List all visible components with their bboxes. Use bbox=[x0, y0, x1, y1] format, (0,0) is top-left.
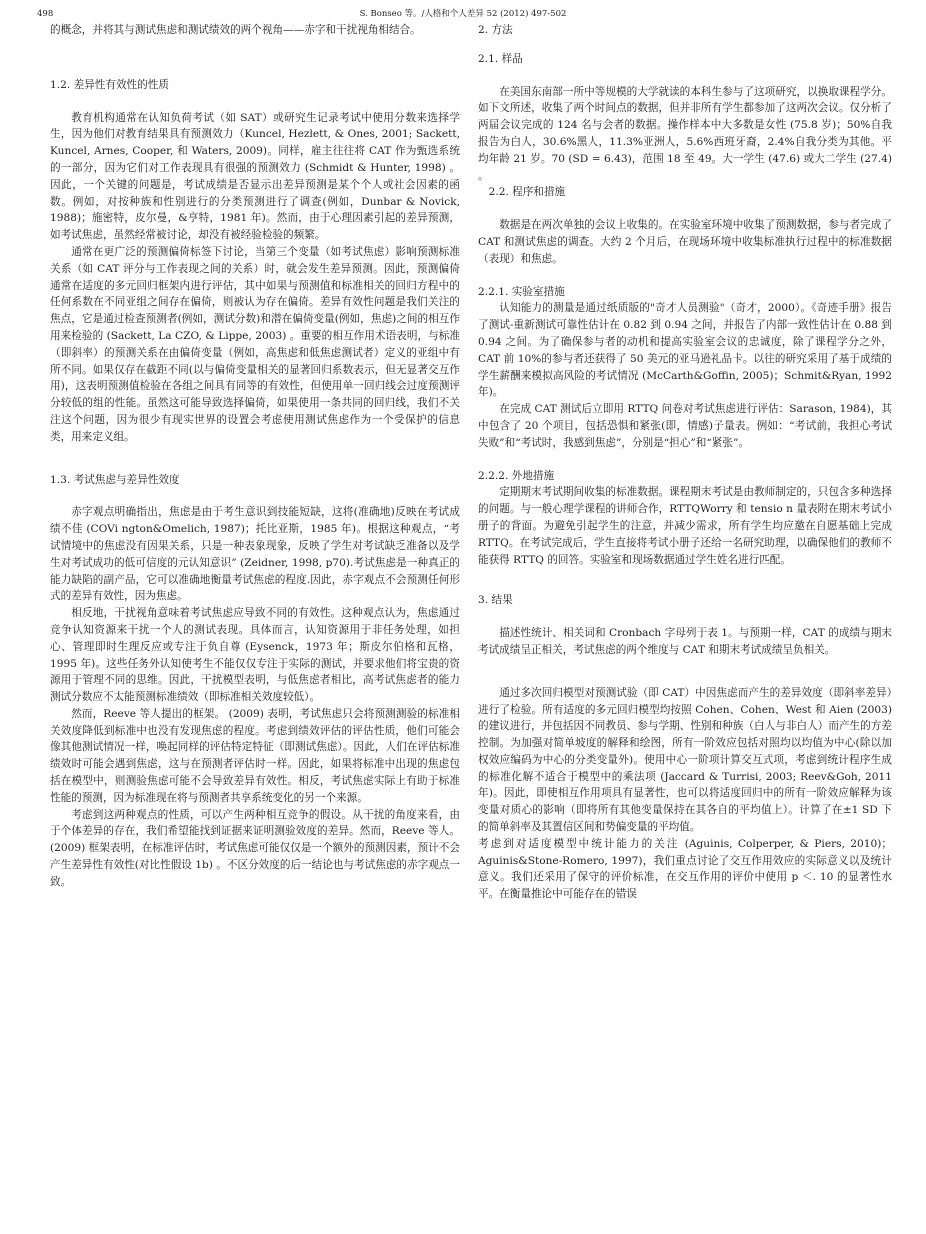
section-1-3-paragraph-1: 赤字观点明确指出，焦虑是由于考生意识到技能短缺，这将(准确地)反映在考试成绩不佳 (COVi ngton&Omelich, 1987)；托比亚斯，1985 年)。根据这种观点，“考试情境中的焦虑没有因果关系，只是一种表象现象，反映了学生对考试缺乏准备以及学生对考试成功的低可信度的元认知意识” (Zeidner, 1998, p70).考试焦虑是一种真正的能力缺陷的副产品，它可以准确地衡量考试焦虑的程度.因此，赤字观点不会预测任何形式的差异有效性，因为焦虑。 bbox=[50, 506, 460, 603]
section-2-2-2-heading: 2.2.2. 外地措施 bbox=[478, 469, 555, 482]
section-3-paragraph-3: 考虑到对适度模型中统计能力的关注 (Aguinis, Colperper, & Piers, 2010)；Aguinis&Stone-Romero, 1997)，我们重点讨论了交互作用效应的实际意义以及统计意义。我们还采用了保守的评价标准，在交互作用的评价中使用 p ＜. 10 的显著性水平。在衡量推论中可能存在的错误 bbox=[478, 837, 892, 901]
section-1-3-paragraph-4: 考虑到这两种观点的性质，可以产生两种相互竞争的假设。从干扰的角度来看，由于个体差异的存在，我们希望能找到证据来证明测验效度的差异。然而，Reeve 等人。 (2009) 框架表明，在标准评估时，考试焦虑可能仅仅是一个额外的预测因素，预计不会产生差异性有效性(对比性假设 1b) 。不区分效度的后一结论也与考试焦虑的赤字观点一致。 bbox=[50, 808, 460, 888]
section-1-2-heading: 1.2. 差异性有效性的性质 bbox=[50, 78, 169, 91]
section-1-2-paragraph-1: 教育机构通常在认知负荷考试（如 SAT）或研究生记录考试中使用分数来选择学生，因为他们对教育结果具有预测效力（Kuncel, Hezlett, & Ones, 2001; Sackett, Kuncel, Arnes, Cooper, 和 Waters, 2009)。同样，雇主往往将 CAT 作为甄选系统的一部分，因为它们对工作表现具有很强的预测效力 (Schmidt & Hunter, 1998) 。因此，一个关键的问题是，考试成绩是否显示出差异预测是某个个人或社会因素的函数。例如，对按种族和性别进行的分类预测进行了调查(例如，Dunbar & Novick, 1988)；施密特，皮尔曼，&亨特，1981 年)。然而，由于心理因素引起的差异预测，如考试焦虑，虽然经常被讨论，却没有被经验检验的频繁。 bbox=[50, 111, 460, 242]
section-2-2-1-paragraph-1: 认知能力的测量是通过纸质版的"奇才人员测验"（奇才，2000）。《奇迹手册》报告了测试-重新测试可靠性估计在 0.82 到 0.94 之间，并报告了内部一致性估计在 0.88 到 0.94 之间。为了确保参与者的动机和提高实验室会议的忠诚度，除了课程学分之外，CAT 前 10%的参与者还获得了 50 美元的亚马逊礼品卡。以往的研究采用了基于成绩的学生薪酬来模拟高风险的考试情况 (McCarth&Goffin, 2005)；Schmit&Ryan, 1992 年)。 bbox=[478, 302, 892, 399]
section-2-2-1-heading: 2.2.1. 实验室措施 bbox=[478, 285, 565, 298]
page-number: 498 bbox=[37, 9, 54, 19]
section-3-heading: 3. 结果 bbox=[478, 594, 513, 607]
section-1-3-paragraph-3: 然而，Reeve 等人提出的框架。 (2009) 表明，考试焦虑只会将预测测验的标准相关效度降低到标准中也没有发现焦虑的程度。考虑到绩效评估的评估性质，他们可能会像其他测试情况一样，唤起同样的评估特定特征（即测试焦虑）。因此，人们在评估标准绩效时可能会遇到焦虑，这与在预测者评估时一样。因此，如果将标准中出现的焦虑包括在模型中，则测验焦虑可能不会导致差异有效性。相反，考试焦虑实际上有助于标准性能的预测，因为标准现在将与预测者共享系统变化的另一个来源。 bbox=[50, 707, 460, 804]
section-2-2-2-paragraph: 定期期末考试期间收集的标准数据。课程期末考试是由教师制定的，只包含多种选择的问题。与一般心理学课程的讲师合作，RTTQWorry 和 tensio n 量表附在期末考试小册子的背面。为避免引起学生的注意，并减少需求，所有学生均应邀在自愿基础上完成 RTTQ。在考试完成后，学生直接将考试小册子还给一名研究助理，以确保他们的教师不能获得 RTTQ 的回答。实验室和现场数据通过学生姓名进行匹配。 bbox=[478, 486, 892, 566]
section-2-heading: 2. 方法 bbox=[478, 24, 513, 36]
section-2-2-1-paragraph-2: 在完成 CAT 测试后立即用 RTTQ 问卷对考试焦虑进行评估：Sarason, 1984)，其中包含了 20 个项目，包括恐惧和紧张(即，情感)子量表。例如：“考试前，我担心考试失败”和“考试时，我感到焦虑”，分别是“担心”和“紧张”。 bbox=[478, 403, 892, 449]
section-1-2-paragraph-2: 通常在更广泛的预测偏倚标签下讨论，当第三个变量（如考试焦虑）影响预测标准关系（如 CAT 评分与工作表现之间的关系）时，就会发生差异预测。因此，预测偏倚通常在适度的多元回归框架内进行评估，其中如果与预测值和标准相关的回归方程中的任何系数在不同亚组之间存在偏倚，则被认为存在偏倚。差异有效性问题是我们关注的焦点，它是通过检查预测者(例如，测试分数)和潜在偏倚变量(例如，焦虑)之间的相互作用来检验的 (Sackett, La CZO, & Lippe, 2003) 。重要的相互作用术语表明，与标准（即斜率）的预测关系在由偏倚变量（例如，高焦虑和低焦虑测试者）定义的亚组中有所不同。如果仅存在截距不同(以与偏倚变量相关的显著回归系数表示，但无显著交互作用)，这表明预测值检验在各组之间具有同等的有效性，但使用单一回归线会过度预测评分较低的组的性能。虽然这可能导致选择偏倚，如果使用一条共同的回归线，我们不关注这个问题，因为很少有现实世界的设置会考虑使用测试焦虑作为一个受保护的信息类，用来定义组。 bbox=[50, 245, 460, 443]
section-2-1-heading: 2.1. 样品 bbox=[478, 52, 523, 65]
section-3-paragraph-1: 描述性统计、相关词和 Cronbach 字母列于表 1。与预期一样，CAT 的成绩与期末考试成绩呈正相关，考试焦虑的两个维度与 CAT 和期末考试成绩呈负相关。 bbox=[478, 627, 892, 656]
section-2-2-heading: 2.2. 程序和措施 bbox=[488, 186, 566, 199]
running-head: S. Bonseo 等。/人格和个人差异 52 (2012) 497-502 bbox=[359, 9, 567, 19]
section-1-3-heading: 1.3. 考试焦虑与差异性效度 bbox=[50, 473, 180, 486]
left-column bbox=[50, 22, 460, 891]
right-column bbox=[478, 22, 892, 903]
section-3-paragraph-2: 通过多次回归模型对预测试验（即 CAT）中因焦虑而产生的差异效度（即斜率差异）进行了检验。所有适度的多元回归模型均按照 Cohen、Cohen、West 和 Aien (2003) 的建议进行，并包括因不同教员、参与学期、性别和种族（白人与非白人）而产生的方差控制。为加强对简单坡度的解释和绘图，所有一阶效应包括对照均以均值为中心(除以加权效应编码为中心的分类变量外)。使用中心一阶项计算交互式项，考虑到统计程序生成的标准化解不适合于模型中的乘法项 (Jaccard & Turrisi, 2003; Reev&Goh, 2011 年)。因此，即使相互作用项具有显著性，也可以将适度回归中的所有一阶效应解释为该变量对质心的影响（即将所有其他变量保持在其各自的平均值上）。计算了在±1 SD 下的简单斜率及其置信区间和势偏变量的平均值。 bbox=[478, 686, 892, 834]
section-2-2-paragraph: 数据是在两次单独的会议上收集的。在实验室环境中收集了预测数据，参与者完成了 CAT 和测试焦虑的调查。大约 2 个月后，在现场环境中收集标准执行过程中的标准数据（表现）和焦虑。 bbox=[478, 219, 892, 265]
section-2-1-paragraph: 在美国东南部一所中等规模的大学就读的本科生参与了这项研究，以换取课程学分。如下文所述，收集了两个时间点的数据，但并非所有学生都参加了这两次会议。仅分析了两届会议完成的 124 名与会者的数据。操作样本中大多数是女性 (75.8 岁)；50%自我报告为白人，30.6%黑人，11.3%亚洲人，5.6%西班牙裔，2.4%自我分类为其他。平均年龄 21 岁。70 (SD = 6.43)，范围 18 至 49。大一学生 (47.6) 或大二学生 (27.4) 。 bbox=[478, 85, 892, 182]
intro-tail-paragraph: 的概念，并将其与测试焦虑和测试绩效的两个视角——赤字和干扰视角相结合。 bbox=[50, 24, 421, 36]
section-1-3-paragraph-2: 相反地，干扰视角意味着考试焦虑应导致不同的有效性。这种观点认为，焦虑通过竞争认知资源来干扰一个人的测试表现。具体而言，认知资源用于非任务处理，如担心、管理即时生理反应或专注于负自尊 (Eysenck，1973 年；斯皮尔伯格和瓦格，1995 年)。这些任务外认知使考生不能仅仅专注于实际的测试，并要求他们将宝贵的资源用于管理不同的思维。因此，干扰模型表明，与低焦虑者相比，高考试焦虑者的能力测试分数应不太能预测标准绩效（即标准相关效度较低）。 bbox=[50, 607, 460, 704]
page-header bbox=[0, 6, 926, 22]
